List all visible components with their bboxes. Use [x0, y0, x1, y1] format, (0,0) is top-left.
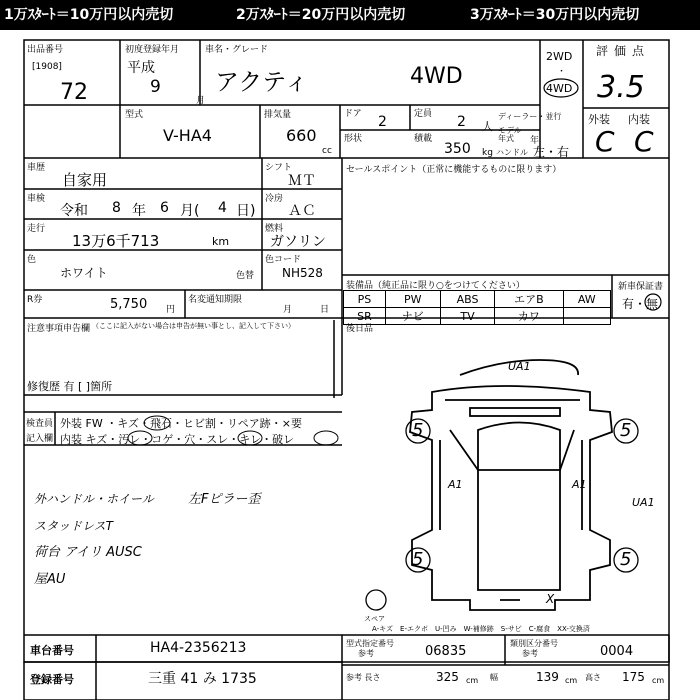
engine-value: 660 — [286, 126, 317, 145]
plate-value: 三重 41 み 1735 — [148, 671, 257, 687]
load-label: 積載 — [414, 134, 433, 144]
name-change-day: 日 — [320, 305, 330, 315]
drive-dot: ・ — [557, 67, 567, 77]
defect-legend: A-キズ E-エクボ U-凹み W-補修跡 S-サビ C-腐食 XX-交換済 — [372, 625, 590, 633]
handle-label: ハンドル — [496, 148, 528, 157]
dimensions-unit-3: cm — [652, 676, 665, 685]
score-exterior-label: 外装 — [588, 113, 610, 126]
equip-aw: AW — [563, 291, 610, 308]
category-value: 0004 — [600, 644, 634, 659]
mileage-value: 13万6千713 — [72, 232, 160, 250]
tyre-rl: 5 — [412, 549, 424, 570]
color-value: ホワイト — [60, 266, 108, 280]
usage-value: 自家用 — [62, 171, 108, 189]
inspection-month-unit: 月( — [180, 203, 200, 219]
type-designation-label: 型式指定番号 — [346, 639, 394, 648]
chassis-label: 車台番号 — [30, 644, 74, 657]
recycle-value: 5,750 — [110, 297, 148, 312]
equip-navi: ナビ — [385, 308, 440, 325]
dealer-label: ディーラー・並行 — [498, 112, 562, 121]
dimensions-height: 175 — [622, 670, 645, 684]
diagram-center-mark: A1 — [572, 478, 587, 491]
model-value: V-HA4 — [163, 126, 212, 145]
equip-sr: SR — [344, 308, 386, 325]
equip-tv: TV — [440, 308, 495, 325]
diagram-right-mark: UA1 — [632, 496, 655, 509]
score-interior-label: 内装 — [628, 113, 650, 126]
diagram-rear-mark: X — [546, 592, 555, 606]
inspection-day: 4 — [218, 200, 227, 216]
recycle-label: R券 — [27, 295, 43, 305]
capacity-label: 定員 — [414, 109, 433, 119]
dimensions-unit-2: cm — [565, 676, 578, 685]
score-label: 評価点 — [596, 44, 651, 58]
lot-number: 72 — [60, 80, 88, 105]
dimensions-height-label: 高さ — [585, 673, 601, 682]
color-label: 色 — [27, 255, 37, 265]
chassis-value: HA4-2356213 — [150, 640, 247, 656]
model-year-label1: モデル — [498, 126, 522, 135]
repair-line — [27, 378, 112, 394]
usage-label: 車歴 — [27, 163, 46, 173]
aircon-label: 冷房 — [265, 194, 284, 204]
load-unit: kg — [482, 148, 493, 158]
inspector-interior-line: 内装 キズ・汚レ・コゲ・穴・スレ・キレ・破レ — [60, 433, 295, 446]
engine-label: 排気量 — [264, 110, 292, 120]
handwritten-line-1: 外ハンドル・ホイール — [34, 492, 154, 506]
aircon-value: ＡＣ — [288, 203, 316, 219]
equip-ps: PS — [344, 291, 386, 308]
model-year-unit: 年 — [530, 136, 540, 146]
car-drive: 4WD — [410, 64, 463, 89]
warranty-label: 新車保証書 — [618, 282, 664, 292]
notes-sub: （ここに記入がない場合は申告が無い事とし、記入して下さい） — [92, 322, 295, 330]
capacity-value: 2 — [457, 114, 466, 130]
dimensions-length: 325 — [436, 670, 459, 684]
tyre-rr: 5 — [620, 549, 632, 570]
handwritten-line-4: 屋AU — [34, 572, 66, 587]
equip-abs: ABS — [440, 291, 495, 308]
spare-label: スペア — [364, 615, 385, 623]
handwritten-line-3: 荷台 アイリ AUSC — [34, 545, 142, 560]
tyre-fr: 5 — [620, 420, 632, 441]
drive-4wd: 4WD — [546, 82, 573, 95]
handwritten-line-2: スタッドレスT — [34, 519, 113, 533]
category-sub: 参考 — [522, 649, 538, 658]
inspector-label-2: 記入欄 — [26, 434, 54, 444]
dimensions-width: 139 — [536, 670, 559, 684]
engine-unit: cc — [322, 146, 332, 156]
score-value: 3.5 — [597, 70, 645, 105]
dimensions-width-label: 幅 — [490, 673, 498, 682]
handle-value: 左・右 — [533, 145, 570, 159]
type-designation-value: 06835 — [425, 644, 467, 659]
lot-label: 出品番号 — [27, 45, 64, 55]
color-replace-label: 色替 — [236, 271, 255, 281]
equipment-label: 装備品（純正品に限り○をつけてください） — [346, 281, 525, 291]
handwritten-line-1b: 左Fピラー歪 — [188, 492, 261, 507]
dimensions-unit-1: cm — [466, 676, 479, 685]
color-code: NH528 — [282, 266, 323, 280]
dimensions-label: 参考 長さ — [346, 673, 381, 682]
inspection-year-unit: 年 — [132, 203, 146, 219]
model-label: 型式 — [125, 110, 144, 120]
car-name: アクティ — [215, 68, 309, 96]
type-designation-sub: 参考 — [358, 649, 374, 658]
sales-point-label: セールスポイント（正常に機能するものに限ります） — [346, 165, 562, 175]
lot-session: [1908] — [32, 62, 62, 72]
repair-label: 修復歴 — [27, 380, 60, 393]
inspection-month: 6 — [160, 200, 169, 216]
inspector-exterior-line: 外装 FW ・キズ・飛石・ヒビ割・リペア跡・×要 — [60, 417, 302, 430]
score-exterior: C — [595, 125, 615, 158]
inspection-year: 8 — [112, 200, 121, 216]
registration-label: 初度登録年月 — [125, 45, 180, 55]
shift-value: ＭＴ — [288, 173, 316, 189]
recycle-unit: 円 — [166, 305, 176, 315]
equip-airbag: エアB — [495, 291, 563, 308]
notes-label: 注意事項申告欄 — [27, 324, 91, 334]
doors-label: ドア — [344, 109, 362, 119]
inspection-label: 車検 — [27, 194, 46, 204]
registration-month-unit: 月 — [196, 96, 206, 106]
capacity-unit: 人 — [482, 120, 493, 133]
mileage-label: 走行 — [27, 224, 46, 234]
plate-label: 登録番号 — [30, 673, 74, 686]
inspector-label-1: 検査員 — [26, 419, 54, 429]
car-name-label: 車名・グレード — [205, 45, 269, 55]
banner-item-1: 1万ｽﾀｰﾄ＝10万円以内売切 — [4, 7, 174, 23]
load-value: 350 — [444, 141, 471, 157]
equip-blank — [563, 308, 610, 325]
equip-pw: PW — [385, 291, 440, 308]
registration-year: 9 — [150, 77, 161, 97]
repair-value: 有 [ ]箇所 — [63, 380, 113, 393]
equip-leather: カワ — [495, 308, 563, 325]
registration-era: 平成 — [127, 60, 155, 76]
fuel-label: 燃料 — [265, 224, 284, 234]
score-interior: C — [634, 125, 654, 158]
model-year-label2: 年式 — [498, 134, 514, 143]
diagram-top-mark: UA1 — [508, 360, 531, 373]
aftermarket-label: 後日品 — [346, 324, 374, 334]
tyre-fl: 5 — [412, 420, 424, 441]
color-code-label: 色コード — [265, 255, 302, 265]
diagram-left-mark: A1 — [448, 478, 463, 491]
inspection-day-unit: 日) — [236, 203, 256, 219]
name-change-label: 名変通知期限 — [188, 295, 243, 305]
banner-item-3: 3万ｽﾀｰﾄ＝30万円以内売切 — [470, 7, 640, 23]
fuel-value: ガソリン — [270, 234, 326, 250]
shift-label: シフト — [265, 163, 293, 173]
doors-value: 2 — [378, 114, 387, 130]
inspection-era: 令和 — [60, 203, 88, 219]
drive-2wd: 2WD — [546, 50, 573, 63]
shape-label: 形状 — [344, 134, 363, 144]
warranty-value: 有・無 — [622, 297, 659, 311]
equipment-table — [343, 290, 611, 325]
banner-item-2: 2万ｽﾀｰﾄ＝20万円以内売切 — [236, 7, 406, 23]
category-label: 類別区分番号 — [510, 639, 558, 648]
mileage-unit: km — [212, 235, 230, 248]
name-change-month: 月 — [283, 305, 293, 315]
